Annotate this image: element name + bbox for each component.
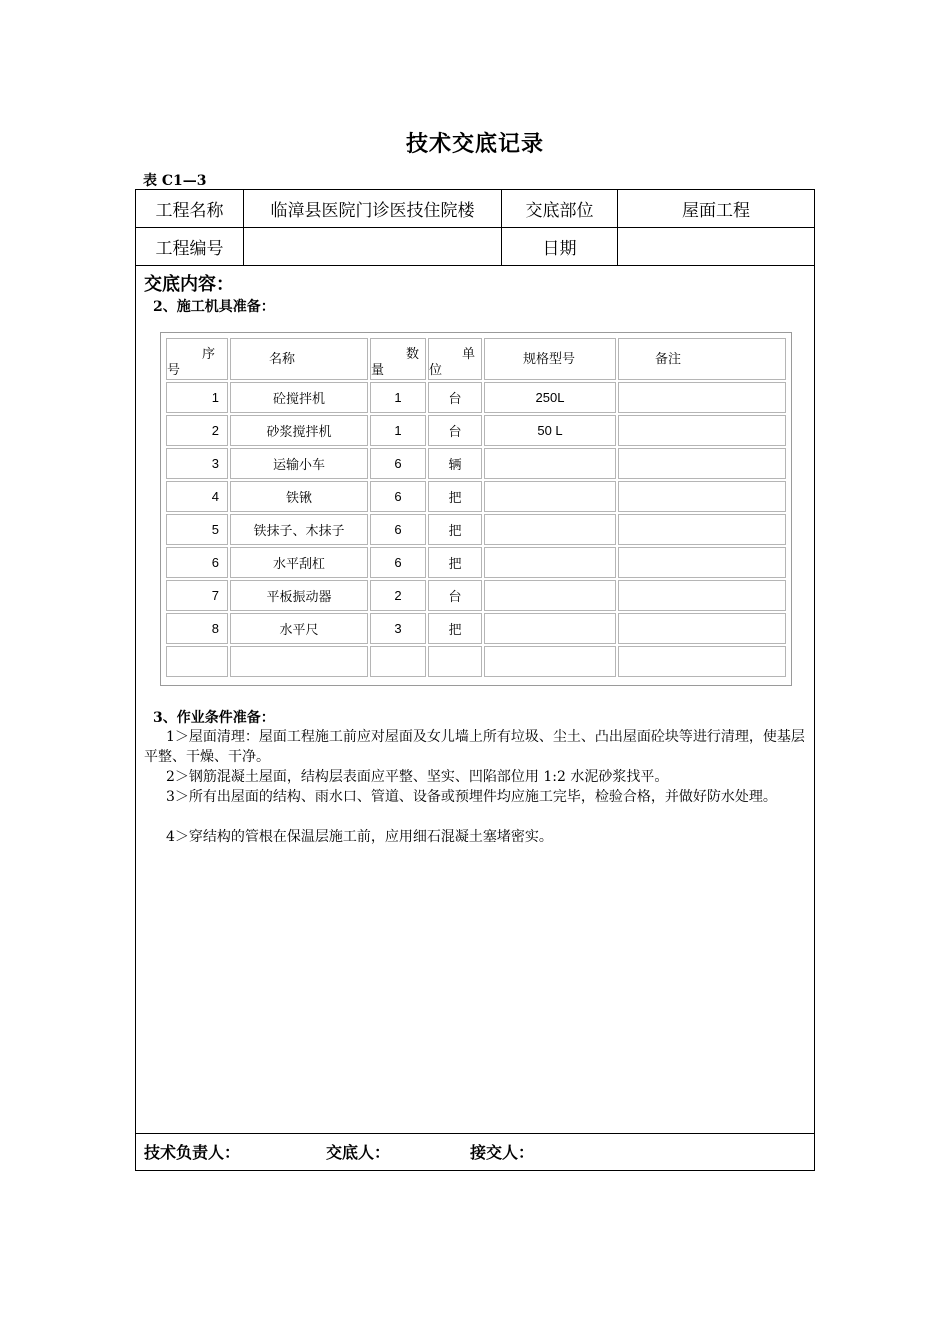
col-name-header: 名称 — [230, 338, 368, 380]
equipment-table — [164, 336, 788, 679]
row-qty: 3 — [370, 613, 426, 644]
row-unit: 台 — [428, 580, 482, 611]
row-remark — [618, 481, 786, 512]
row-name: 铁抹子、木抹子 — [230, 514, 368, 545]
row-name — [230, 646, 368, 677]
col-unit-header: 单 位 — [428, 338, 482, 380]
section-2-title: 2、施工机具准备： — [153, 299, 275, 315]
table-row — [166, 481, 786, 512]
row-remark — [618, 547, 786, 578]
row-unit: 把 — [428, 547, 482, 578]
project-name-value: 临漳县医院门诊医技住院楼 — [244, 190, 502, 227]
row-qty: 1 — [370, 415, 426, 446]
row-remark — [618, 514, 786, 545]
row-seq: 4 — [166, 481, 228, 512]
row-qty: 1 — [370, 382, 426, 413]
equipment-table-frame — [160, 332, 792, 686]
row-spec: 250L — [484, 382, 616, 413]
header-row-1 — [136, 190, 814, 228]
document-title: 技术交底记录 — [405, 131, 544, 157]
table-row — [166, 382, 786, 413]
table-row — [166, 613, 786, 644]
row-remark — [618, 580, 786, 611]
row-name: 水平刮杠 — [230, 547, 368, 578]
row-name: 水平尺 — [230, 613, 368, 644]
col-qty-header: 数 量 — [370, 338, 426, 380]
row-spec — [484, 613, 616, 644]
record-form — [135, 189, 815, 1171]
row-remark — [618, 415, 786, 446]
row-spec — [484, 481, 616, 512]
row-seq — [166, 646, 228, 677]
row-remark — [618, 613, 786, 644]
row-spec — [484, 580, 616, 611]
row-qty — [370, 646, 426, 677]
table-row — [166, 448, 786, 479]
signature-footer — [136, 1133, 814, 1170]
row-name: 砼搅拌机 — [230, 382, 368, 413]
row-seq: 2 — [166, 415, 228, 446]
row-unit: 把 — [428, 481, 482, 512]
table-number: 表 C1—3 — [143, 173, 207, 189]
row-qty: 2 — [370, 580, 426, 611]
row-seq: 3 — [166, 448, 228, 479]
tech-lead-label: 技术负责人： — [144, 1143, 241, 1162]
table-row — [166, 580, 786, 611]
row-unit: 把 — [428, 613, 482, 644]
row-qty: 6 — [370, 481, 426, 512]
row-seq: 7 — [166, 580, 228, 611]
part-label: 交底部位 — [502, 190, 618, 227]
paragraph-4: 4＞穿结构的管根在保温层施工前，应用细石混凝土塞堵密实。 — [166, 829, 553, 845]
row-remark — [618, 646, 786, 677]
part-value: 屋面工程 — [682, 201, 750, 221]
row-spec — [484, 514, 616, 545]
row-seq: 1 — [166, 382, 228, 413]
col-seq-header: 序 号 — [166, 338, 228, 380]
equipment-table-header — [166, 338, 786, 380]
col-spec-header: 规格型号 — [484, 338, 616, 380]
row-remark — [618, 382, 786, 413]
row-qty: 6 — [370, 547, 426, 578]
row-name: 平板振动器 — [230, 580, 368, 611]
row-unit: 台 — [428, 415, 482, 446]
row-spec — [484, 547, 616, 578]
row-remark — [618, 448, 786, 479]
row-unit: 辆 — [428, 448, 482, 479]
section-3-title: 3、作业条件准备： — [153, 710, 275, 726]
receiver-label: 接交人： — [470, 1143, 535, 1162]
row-qty: 6 — [370, 448, 426, 479]
row-spec — [484, 646, 616, 677]
date-label: 日期 — [502, 227, 618, 265]
col-remark-header: 备注 — [618, 338, 786, 380]
date-value — [618, 227, 814, 265]
row-unit: 台 — [428, 382, 482, 413]
table-row — [166, 415, 786, 446]
table-row — [166, 547, 786, 578]
row-seq: 6 — [166, 547, 228, 578]
row-qty: 6 — [370, 514, 426, 545]
project-name-label: 工程名称 — [136, 190, 244, 227]
row-seq: 8 — [166, 613, 228, 644]
content-heading: 交底内容： — [144, 274, 234, 295]
paragraph-2: 2＞钢筋混凝土屋面，结构层表面应平整、坚实、凹陷部位用 1:2 水泥砂浆找平。 — [166, 769, 669, 785]
header-row-2 — [136, 227, 814, 266]
row-seq: 5 — [166, 514, 228, 545]
row-name: 运输小车 — [230, 448, 368, 479]
row-unit: 把 — [428, 514, 482, 545]
table-row — [166, 514, 786, 545]
paragraph-1: 1＞屋面清理：屋面工程施工前应对屋面及女儿墙上所有垃圾、尘土、凸出屋面砼块等进行清理，使基层平整、干燥、干净。 — [144, 729, 805, 765]
row-unit — [428, 646, 482, 677]
row-spec — [484, 448, 616, 479]
row-spec: 50 L — [484, 415, 616, 446]
project-no-value — [244, 227, 502, 265]
project-no-label: 工程编号 — [136, 227, 244, 265]
row-name: 砂浆搅拌机 — [230, 415, 368, 446]
row-name: 铁锹 — [230, 481, 368, 512]
presenter-label: 交底人： — [326, 1143, 391, 1162]
paragraph-3: 3＞所有出屋面的结构、雨水口、管道、设备或预埋件均应施工完毕，检验合格，并做好防水处理。 — [166, 789, 777, 805]
table-row — [166, 646, 786, 677]
